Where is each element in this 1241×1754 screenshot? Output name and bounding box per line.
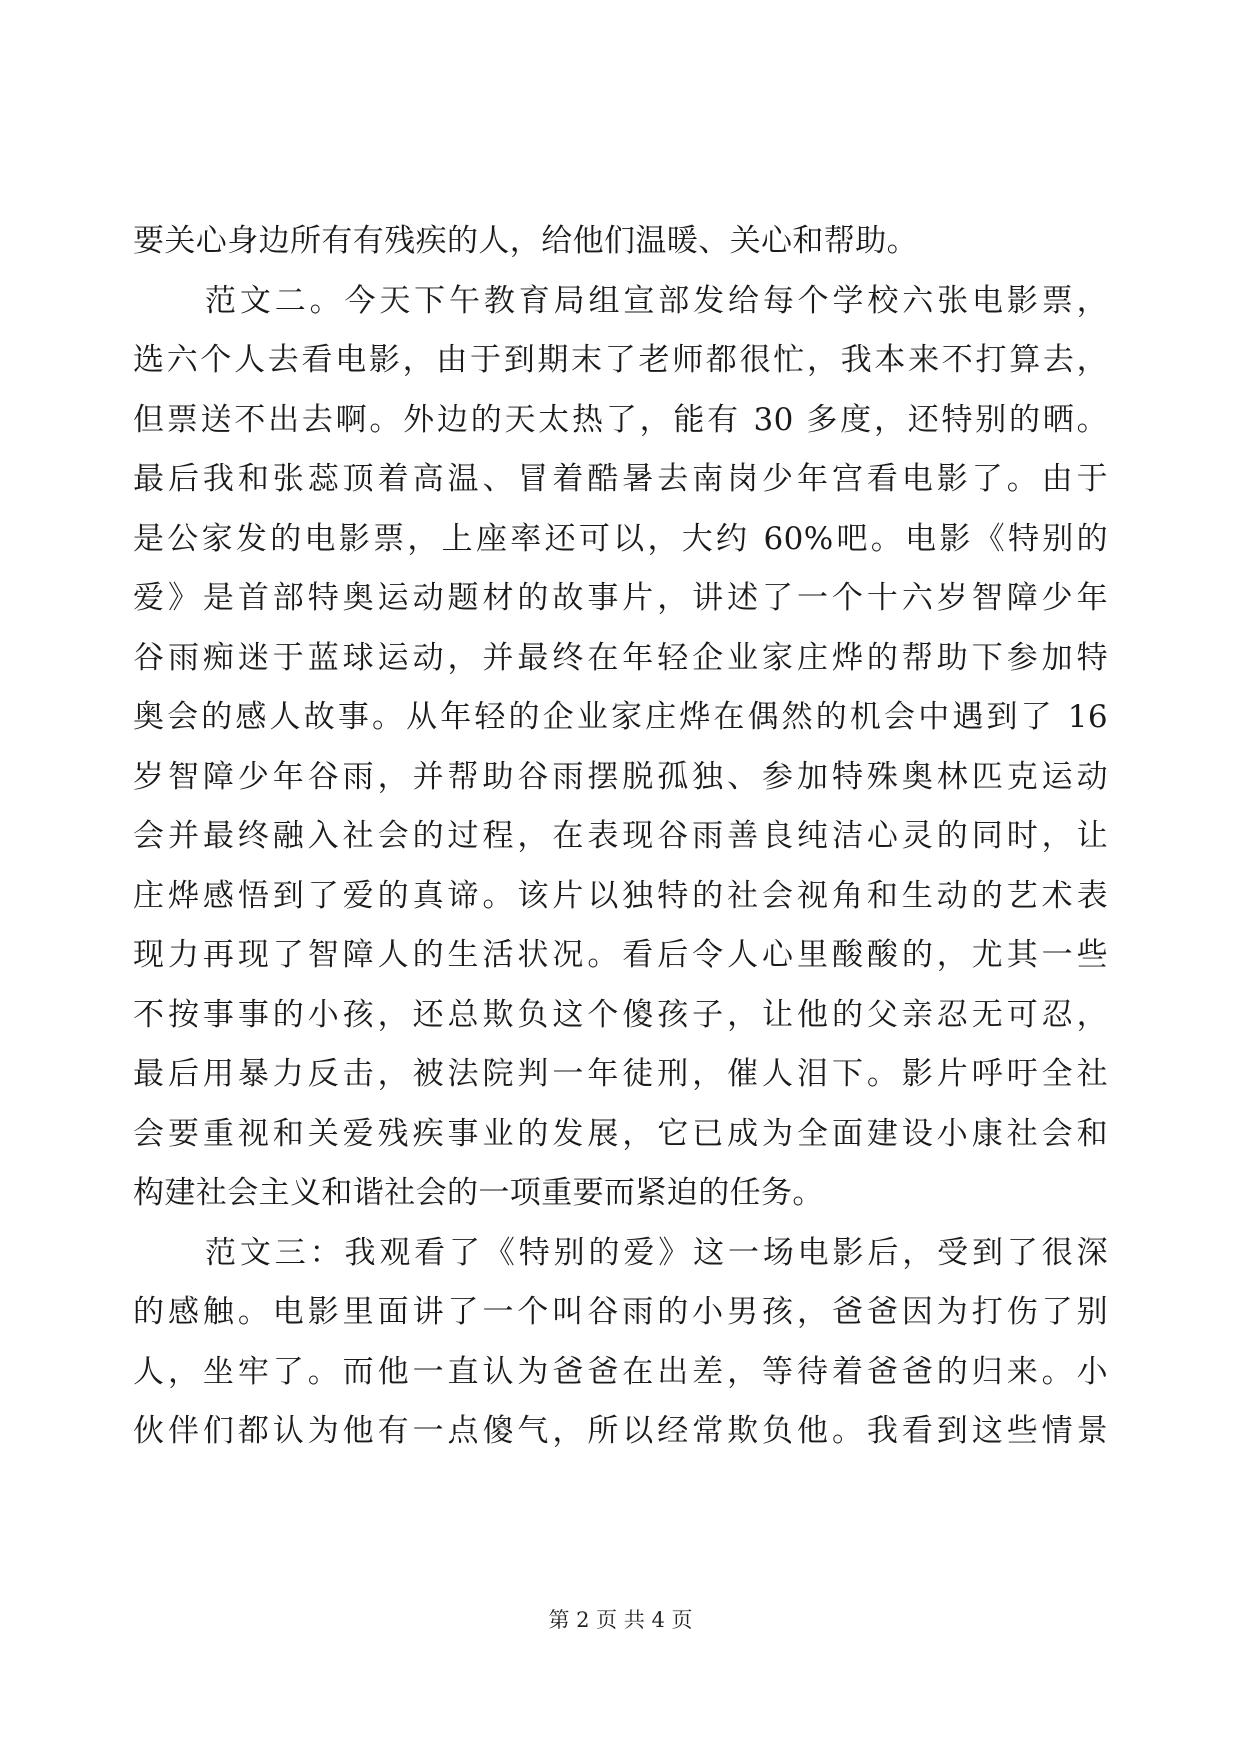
text-line: 选六个人去看电影，由于到期末了老师都很忙，我本来不打算去， [133, 342, 1108, 378]
text-line: 现力再现了智障人的生活状况。看后令人心里酸酸的，尤其一些 [133, 937, 1108, 973]
text-line: 但票送不出去啊。外边的天太热了，能有 30 多度，还特别的晒。 [133, 401, 1108, 438]
document-body [133, 212, 1108, 1462]
text-line: 爱》是首部特奥运动题材的故事片，讲述了一个十六岁智障少年 [133, 580, 1108, 616]
text-line: 构建社会主义和谐社会的一项重要而紧迫的任务。 [133, 1175, 824, 1211]
text-line: 谷雨痴迷于蓝球运动，并最终在年轻企业家庄烨的帮助下参加特 [133, 639, 1108, 676]
text-line: 庄烨感悟到了爱的真谛。该片以独特的社会视角和生动的艺术表 [133, 877, 1108, 914]
text-line: 人，坐牢了。而他一直认为爸爸在出差，等待着爸爸的归来。小 [133, 1353, 1108, 1390]
text-line: 最后我和张蕊顶着高温、冒着酷暑去南岗少年宫看电影了。由于 [133, 461, 1108, 497]
text-line: 会并最终融入社会的过程，在表现谷雨善良纯洁心灵的同时，让 [133, 818, 1108, 854]
text-line: 是公家发的电影票，上座率还可以，大约 60%吧。电影《特别的 [133, 520, 1108, 557]
text-line: 奥会的感人故事。从年轻的企业家庄烨在偶然的机会中遇到了 16 [133, 699, 1108, 735]
text-line: 岁智障少年谷雨，并帮助谷雨摆脱孤独、参加特殊奥林匹克运动 [133, 758, 1108, 795]
text-line: 范文二。今天下午教育局组宣部发给每个学校六张电影票， [205, 282, 1108, 319]
page-footer: 第 2 页 共 4 页 [548, 1608, 693, 1632]
text-line: 伙伴们都认为他有一点傻气，所以经常欺负他。我看到这些情景 [133, 1413, 1108, 1449]
text-line: 范文三：我观看了《特别的爱》这一场电影后，受到了很深 [205, 1234, 1108, 1271]
text-line: 的感触。电影里面讲了一个叫谷雨的小男孩，爸爸因为打伤了别 [133, 1294, 1108, 1330]
text-line: 最后用暴力反击，被法院判一年徒刑，催人泪下。影片呼吁全社 [133, 1056, 1108, 1092]
text-line: 要关心身边所有有残疾的人，给他们温暖、关心和帮助。 [133, 223, 918, 259]
text-line: 不按事事的小孩，还总欺负这个傻孩子，让他的父亲忍无可忍， [133, 996, 1108, 1033]
text-line: 会要重视和关爱残疾事业的发展，它已成为全面建设小康社会和 [133, 1115, 1108, 1152]
